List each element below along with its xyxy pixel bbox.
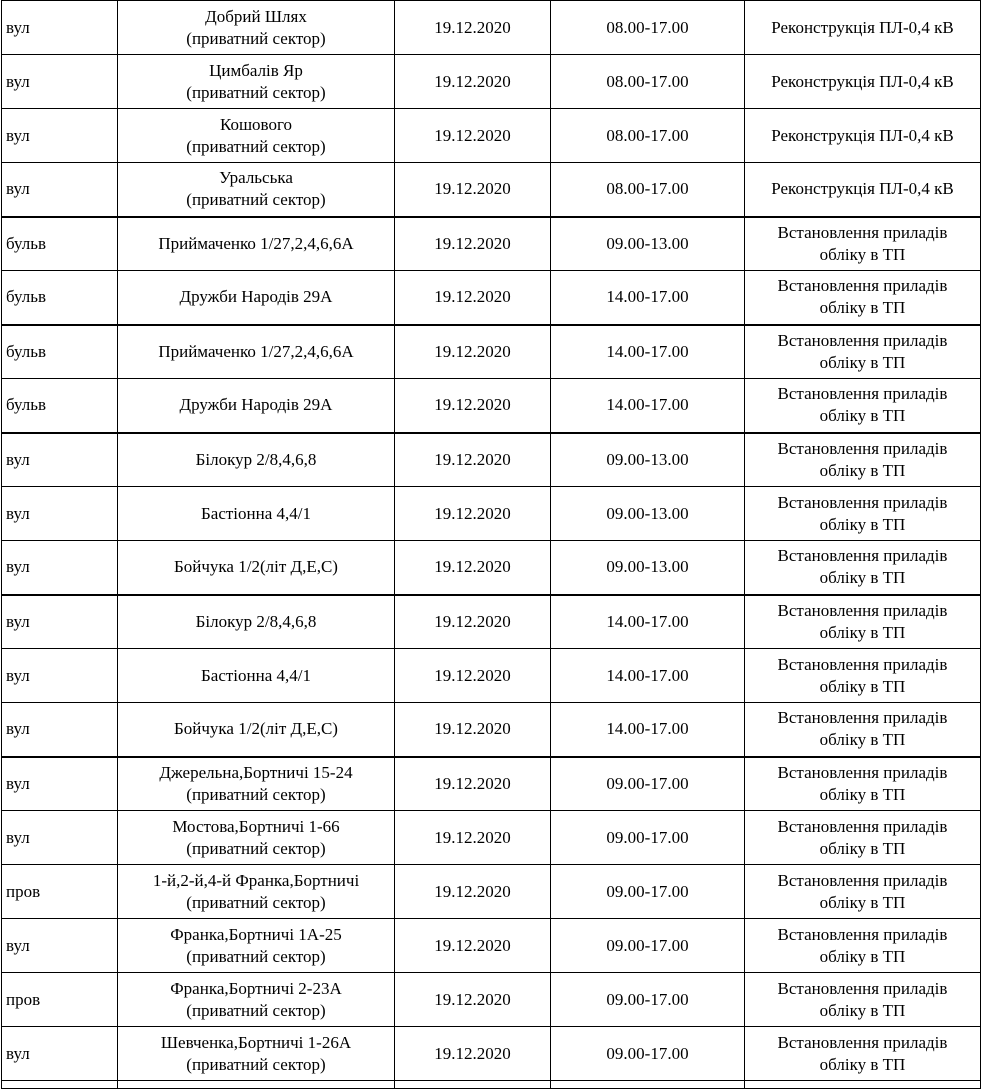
address-line: (приватний сектор) — [186, 784, 326, 804]
work-line: обліку в ТП — [819, 838, 906, 858]
time-cell: 09.00-17.00 — [551, 973, 745, 1027]
street-type-cell: пров — [2, 865, 118, 919]
address-line: Білокур 2/8,4,6,8 — [195, 611, 317, 631]
address-line: Мостова,Бортничі 1-66 — [172, 816, 340, 836]
work-line: обліку в ТП — [819, 784, 906, 804]
work-description-cell — [745, 433, 981, 487]
address-cell — [118, 433, 395, 487]
time-cell: 09.00-17.00 — [551, 1027, 745, 1081]
street-type-cell: бульв — [2, 325, 118, 379]
date-cell: 19.12.2020 — [395, 865, 551, 919]
date-cell: 19.12.2020 — [395, 1, 551, 55]
street-type-cell: вул — [2, 487, 118, 541]
address-line: (приватний сектор) — [186, 190, 326, 210]
time-cell: 09.00-17.00 — [551, 757, 745, 811]
empty-cell — [118, 1081, 395, 1089]
work-line: обліку в ТП — [819, 1054, 906, 1074]
table-row — [2, 811, 981, 865]
date-cell: 19.12.2020 — [395, 325, 551, 379]
street-type-cell: вул — [2, 811, 118, 865]
address-line: Бойчука 1/2(літ Д,Е,С) — [174, 557, 338, 577]
table-row — [2, 919, 981, 973]
street-type-cell: вул — [2, 757, 118, 811]
schedule-body — [2, 1, 981, 1089]
time-cell: 09.00-13.00 — [551, 433, 745, 487]
work-line: обліку в ТП — [819, 460, 906, 480]
date-cell: 19.12.2020 — [395, 973, 551, 1027]
date-cell: 19.12.2020 — [395, 109, 551, 163]
table-row — [2, 325, 981, 379]
work-line: обліку в ТП — [819, 1000, 906, 1020]
street-type-cell: пров — [2, 973, 118, 1027]
work-line: Встановлення приладів — [777, 1032, 948, 1052]
work-description-cell — [745, 55, 981, 109]
street-type-cell: вул — [2, 1, 118, 55]
address-cell — [118, 325, 395, 379]
time-cell: 09.00-13.00 — [551, 541, 745, 595]
work-line: обліку в ТП — [819, 406, 906, 426]
address-cell — [118, 55, 395, 109]
empty-cell — [395, 1081, 551, 1089]
empty-cell — [551, 1081, 745, 1089]
work-line: Встановлення приладів — [777, 654, 948, 674]
outage-schedule-table — [1, 0, 981, 1089]
work-description-cell — [745, 919, 981, 973]
date-cell: 19.12.2020 — [395, 1027, 551, 1081]
work-description-cell — [745, 811, 981, 865]
street-type-cell: вул — [2, 109, 118, 163]
address-cell — [118, 163, 395, 217]
street-type-cell: бульв — [2, 379, 118, 433]
work-description-cell — [745, 163, 981, 217]
work-description-cell — [745, 541, 981, 595]
address-line: Бастіонна 4,4/1 — [201, 665, 311, 685]
table-row — [2, 271, 981, 325]
address-line: Приймаченко 1/27,2,4,6,6А — [158, 233, 354, 253]
work-line: Встановлення приладів — [777, 438, 948, 458]
address-cell — [118, 1027, 395, 1081]
work-description-cell — [745, 1027, 981, 1081]
address-line: (приватний сектор) — [186, 838, 326, 858]
address-cell — [118, 973, 395, 1027]
work-line: Встановлення приладів — [777, 870, 948, 890]
table-row — [2, 1, 981, 55]
street-type-cell: вул — [2, 55, 118, 109]
table-row — [2, 541, 981, 595]
address-line: Приймаченко 1/27,2,4,6,6А — [158, 341, 354, 361]
work-description-cell — [745, 109, 981, 163]
time-cell: 09.00-17.00 — [551, 919, 745, 973]
work-line: обліку в ТП — [819, 730, 906, 750]
table-row — [2, 703, 981, 757]
work-line: Встановлення приладів — [777, 708, 948, 728]
work-line: Встановлення приладів — [777, 330, 948, 350]
work-line: Встановлення приладів — [777, 546, 948, 566]
table-row — [2, 757, 981, 811]
time-cell: 08.00-17.00 — [551, 55, 745, 109]
address-cell — [118, 919, 395, 973]
time-cell: 08.00-17.00 — [551, 109, 745, 163]
address-line: Дружби Народів 29А — [179, 395, 333, 415]
table-row — [2, 433, 981, 487]
work-line: обліку в ТП — [819, 622, 906, 642]
work-line: Встановлення приладів — [777, 978, 948, 998]
time-cell: 14.00-17.00 — [551, 325, 745, 379]
address-cell — [118, 487, 395, 541]
address-line: (приватний сектор) — [186, 82, 326, 102]
address-line: Франка,Бортничі 1А-25 — [170, 924, 342, 944]
time-cell: 09.00-17.00 — [551, 865, 745, 919]
time-cell: 08.00-17.00 — [551, 163, 745, 217]
work-line: Встановлення приладів — [777, 276, 948, 296]
date-cell: 19.12.2020 — [395, 433, 551, 487]
table-row — [2, 1027, 981, 1081]
address-line: Уральська — [219, 168, 293, 188]
time-cell: 08.00-17.00 — [551, 1, 745, 55]
date-cell: 19.12.2020 — [395, 541, 551, 595]
street-type-cell: вул — [2, 649, 118, 703]
work-line: обліку в ТП — [819, 676, 906, 696]
date-cell: 19.12.2020 — [395, 271, 551, 325]
work-line: обліку в ТП — [819, 352, 906, 372]
work-description-cell — [745, 703, 981, 757]
date-cell: 19.12.2020 — [395, 379, 551, 433]
work-description-cell — [745, 325, 981, 379]
address-line: Шевченка,Бортничі 1-26А — [160, 1032, 352, 1052]
address-cell — [118, 109, 395, 163]
date-cell: 19.12.2020 — [395, 919, 551, 973]
date-cell: 19.12.2020 — [395, 163, 551, 217]
work-line: Встановлення приладів — [777, 600, 948, 620]
work-line: Встановлення приладів — [777, 384, 948, 404]
table-row — [2, 865, 981, 919]
work-line: обліку в ТП — [819, 568, 906, 588]
street-type-cell: вул — [2, 1027, 118, 1081]
street-type-cell: вул — [2, 541, 118, 595]
street-type-cell: вул — [2, 919, 118, 973]
address-line: Добрий Шлях — [205, 6, 307, 26]
address-line: (приватний сектор) — [186, 136, 326, 156]
date-cell: 19.12.2020 — [395, 703, 551, 757]
address-line: Дружби Народів 29А — [179, 287, 333, 307]
time-cell: 14.00-17.00 — [551, 271, 745, 325]
address-cell — [118, 811, 395, 865]
table-row — [2, 649, 981, 703]
empty-cell — [745, 1081, 981, 1089]
empty-cell — [2, 1081, 118, 1089]
table-row — [2, 55, 981, 109]
address-line: Цимбалів Яр — [209, 60, 303, 80]
time-cell: 09.00-13.00 — [551, 217, 745, 271]
address-cell — [118, 595, 395, 649]
work-description-cell — [745, 217, 981, 271]
work-line: Реконструкція ПЛ-0,4 кВ — [771, 71, 954, 91]
street-type-cell: бульв — [2, 217, 118, 271]
work-line: Встановлення приладів — [777, 762, 948, 782]
address-cell — [118, 865, 395, 919]
street-type-cell: вул — [2, 163, 118, 217]
address-line: (приватний сектор) — [186, 28, 326, 48]
work-line: обліку в ТП — [819, 298, 906, 318]
address-line: Бастіонна 4,4/1 — [201, 503, 311, 523]
address-cell — [118, 217, 395, 271]
work-description-cell — [745, 973, 981, 1027]
table-row — [2, 973, 981, 1027]
table-row — [2, 487, 981, 541]
work-description-cell — [745, 1, 981, 55]
address-cell — [118, 1, 395, 55]
address-line: (приватний сектор) — [186, 1000, 326, 1020]
date-cell: 19.12.2020 — [395, 487, 551, 541]
address-line: (приватний сектор) — [186, 892, 326, 912]
street-type-cell: вул — [2, 433, 118, 487]
table-row — [2, 379, 981, 433]
work-line: обліку в ТП — [819, 514, 906, 534]
address-line: Білокур 2/8,4,6,8 — [195, 449, 317, 469]
address-line: (приватний сектор) — [186, 946, 326, 966]
address-line: Бойчука 1/2(літ Д,Е,С) — [174, 719, 338, 739]
work-line: Встановлення приладів — [777, 924, 948, 944]
time-cell: 09.00-17.00 — [551, 811, 745, 865]
time-cell: 09.00-13.00 — [551, 487, 745, 541]
date-cell: 19.12.2020 — [395, 55, 551, 109]
time-cell: 14.00-17.00 — [551, 703, 745, 757]
address-cell — [118, 649, 395, 703]
date-cell: 19.12.2020 — [395, 811, 551, 865]
date-cell: 19.12.2020 — [395, 217, 551, 271]
work-line: обліку в ТП — [819, 892, 906, 912]
time-cell: 14.00-17.00 — [551, 595, 745, 649]
work-line: обліку в ТП — [819, 244, 906, 264]
work-line: Реконструкція ПЛ-0,4 кВ — [771, 17, 954, 37]
work-description-cell — [745, 271, 981, 325]
work-line: обліку в ТП — [819, 946, 906, 966]
date-cell: 19.12.2020 — [395, 757, 551, 811]
date-cell: 19.12.2020 — [395, 649, 551, 703]
address-cell — [118, 541, 395, 595]
table-row — [2, 217, 981, 271]
address-cell — [118, 379, 395, 433]
work-line: Реконструкція ПЛ-0,4 кВ — [771, 125, 954, 145]
work-line: Встановлення приладів — [777, 492, 948, 512]
work-description-cell — [745, 649, 981, 703]
table-row — [2, 595, 981, 649]
street-type-cell: бульв — [2, 271, 118, 325]
work-description-cell — [745, 487, 981, 541]
address-line: Кошового — [219, 114, 293, 134]
work-line: Встановлення приладів — [777, 222, 948, 242]
time-cell: 14.00-17.00 — [551, 379, 745, 433]
table-row — [2, 163, 981, 217]
work-description-cell — [745, 595, 981, 649]
address-line: (приватний сектор) — [186, 1054, 326, 1074]
table-row — [2, 109, 981, 163]
table-row-partial — [2, 1081, 981, 1089]
work-description-cell — [745, 757, 981, 811]
street-type-cell: вул — [2, 703, 118, 757]
time-cell: 14.00-17.00 — [551, 649, 745, 703]
work-line: Встановлення приладів — [777, 816, 948, 836]
work-description-cell — [745, 379, 981, 433]
address-cell — [118, 757, 395, 811]
work-description-cell — [745, 865, 981, 919]
address-cell — [118, 271, 395, 325]
address-line: Франка,Бортничі 2-23А — [170, 978, 342, 998]
address-line: 1-й,2-й,4-й Франка,Бортничі — [152, 870, 360, 890]
address-line: Джерельна,Бортничі 15-24 — [159, 762, 353, 782]
street-type-cell: вул — [2, 595, 118, 649]
address-cell — [118, 703, 395, 757]
date-cell: 19.12.2020 — [395, 595, 551, 649]
work-line: Реконструкція ПЛ-0,4 кВ — [771, 179, 954, 199]
